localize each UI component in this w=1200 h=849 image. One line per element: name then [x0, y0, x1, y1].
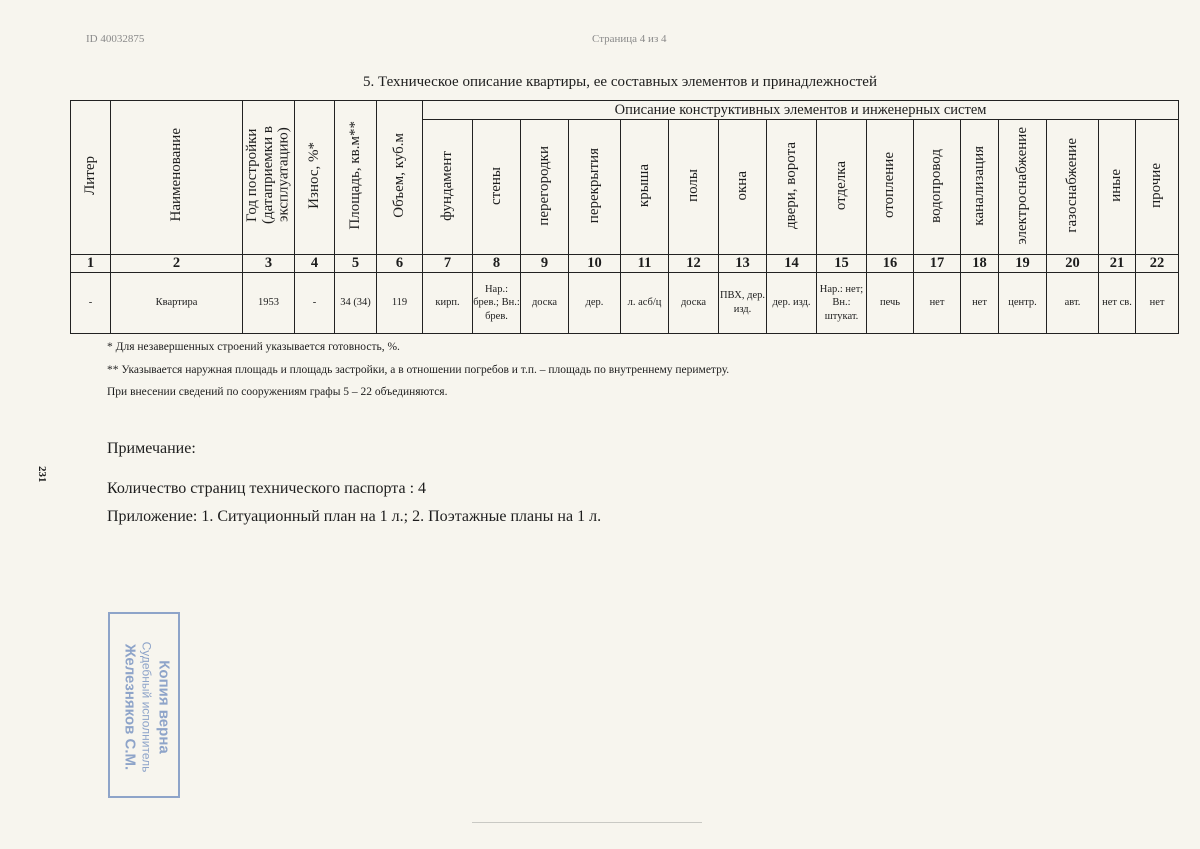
col-head-label: Объем, куб.м — [390, 132, 407, 218]
col-number: 15 — [817, 255, 867, 273]
cell-2: Квартира — [111, 273, 243, 334]
col-head-label: перекрытия — [585, 147, 602, 224]
cell-21: нет св. — [1099, 273, 1136, 334]
cell-6: 119 — [377, 273, 423, 334]
cell-13: ПВХ, дер. изд. — [719, 273, 767, 334]
cell-20: авт. — [1047, 273, 1099, 334]
section-title: 5. Техническое описание квартиры, ее составных элементов и принадлежностей — [363, 74, 877, 90]
col-head-label: водопровод — [928, 148, 945, 223]
col-number: 19 — [999, 255, 1047, 273]
bottom-divider — [472, 822, 702, 823]
col-head-label: полы — [684, 169, 701, 202]
col-head-22 — [1136, 120, 1179, 255]
col-number: 14 — [767, 255, 817, 273]
col-number: 22 — [1136, 255, 1179, 273]
footnote-structures: При внесении сведений по сооружениям графы 5 – 22 объединяются. — [107, 386, 448, 398]
col-head-13 — [719, 120, 767, 255]
col-head-17 — [914, 120, 961, 255]
col-head-label: Износ, %* — [305, 141, 322, 209]
cell-22: нет — [1136, 273, 1179, 334]
col-head-21 — [1099, 120, 1136, 255]
cell-4: - — [295, 273, 335, 334]
col-number: 17 — [914, 255, 961, 273]
pages-count: Количество страниц технического паспорта : 4 — [107, 480, 427, 497]
col-number: 6 — [377, 255, 423, 273]
technical-description-table — [70, 100, 1179, 334]
col-head-14 — [767, 120, 817, 255]
cell-17: нет — [914, 273, 961, 334]
col-head-label: крыша — [635, 163, 652, 208]
col-head-label: отделка — [832, 160, 849, 211]
col-head-label: канализация — [970, 145, 987, 226]
footnote-area: ** Указывается наружная площадь и площадь застройки, а в отношении погребов и т.п. – площадь по внутреннему периметру. — [107, 364, 730, 376]
col-head-label: окна — [733, 170, 750, 201]
col-head-6 — [377, 101, 423, 255]
footnote-readiness: * Для незавершенных строений указывается готовность, %. — [107, 341, 400, 353]
cell-9: доска — [521, 273, 569, 334]
col-head-2 — [111, 101, 243, 255]
col-head-5 — [335, 101, 377, 255]
col-number: 4 — [295, 255, 335, 273]
appendix-text: Приложение: 1. Ситуационный план на 1 л.; 2. Поэтажные планы на 1 л. — [107, 508, 602, 525]
cell-19: центр. — [999, 273, 1047, 334]
stamp-line-1: Копия верна — [155, 660, 173, 754]
col-head-16 — [867, 120, 914, 255]
col-number: 8 — [473, 255, 521, 273]
col-number: 20 — [1047, 255, 1099, 273]
col-number: 1 — [71, 255, 111, 273]
col-head-19 — [999, 120, 1047, 255]
cell-5: 34 (34) — [335, 273, 377, 334]
col-head-label: отопление — [881, 152, 898, 219]
stamp-line-2: Судебный исполнитель — [139, 641, 154, 773]
col-number: 16 — [867, 255, 914, 273]
col-number: 9 — [521, 255, 569, 273]
col-number: 21 — [1099, 255, 1136, 273]
col-head-12 — [669, 120, 719, 255]
col-head-3 — [243, 101, 295, 255]
col-number: 12 — [669, 255, 719, 273]
cell-15: Нар.: нет; Вн.: штукат. — [817, 273, 867, 334]
col-head-label: Наименование — [167, 128, 184, 222]
cell-8: Нар.: брев.; Вн.: брев. — [473, 273, 521, 334]
col-head-7 — [423, 120, 473, 255]
col-head-label: перегородки — [535, 145, 552, 226]
certification-stamp — [108, 612, 180, 798]
col-head-label: прочие — [1148, 163, 1165, 208]
col-head-11 — [621, 120, 669, 255]
col-head-label: иные — [1108, 169, 1125, 202]
cell-10: дер. — [569, 273, 621, 334]
cell-1: - — [71, 273, 111, 334]
col-head-1 — [71, 101, 111, 255]
col-number: 5 — [335, 255, 377, 273]
col-head-10 — [569, 120, 621, 255]
cell-18: нет — [961, 273, 999, 334]
cell-16: печь — [867, 273, 914, 334]
col-number: 3 — [243, 255, 295, 273]
col-head-label: фундамент — [438, 150, 455, 221]
cell-14: дер. изд. — [767, 273, 817, 334]
col-number: 10 — [569, 255, 621, 273]
col-head-20 — [1047, 120, 1099, 255]
document-id: ID 40032875 — [86, 33, 145, 45]
col-head-label: стены — [487, 166, 504, 205]
col-head-8 — [473, 120, 521, 255]
col-head-label: электроснабжение — [1013, 126, 1030, 245]
cell-11: л. асб/ц — [621, 273, 669, 334]
col-head-label: Год постройки (датаприемки в эксплуатацию) — [243, 126, 292, 224]
col-head-9 — [521, 120, 569, 255]
col-head-label: Площадь, кв.м** — [346, 120, 363, 230]
cell-12: доска — [669, 273, 719, 334]
col-number: 7 — [423, 255, 473, 273]
stamp-line-3: Железняков С.М. — [121, 643, 139, 771]
col-number: 18 — [961, 255, 999, 273]
col-number: 2 — [111, 255, 243, 273]
col-head-label: двери, ворота — [782, 142, 799, 229]
group-header: Описание конструктивных элементов и инженерных систем — [423, 101, 1179, 120]
col-head-label: Литер — [81, 155, 98, 195]
cell-3: 1953 — [243, 273, 295, 334]
col-head-18 — [961, 120, 999, 255]
col-head-label: газоснабжение — [1063, 138, 1080, 233]
sheet-number: 231 — [36, 466, 48, 483]
cell-7: кирп. — [423, 273, 473, 334]
col-head-15 — [817, 120, 867, 255]
remark-label: Примечание: — [107, 440, 196, 457]
col-number: 11 — [621, 255, 669, 273]
page-label: Страница 4 из 4 — [592, 33, 667, 45]
col-number: 13 — [719, 255, 767, 273]
col-head-4 — [295, 101, 335, 255]
